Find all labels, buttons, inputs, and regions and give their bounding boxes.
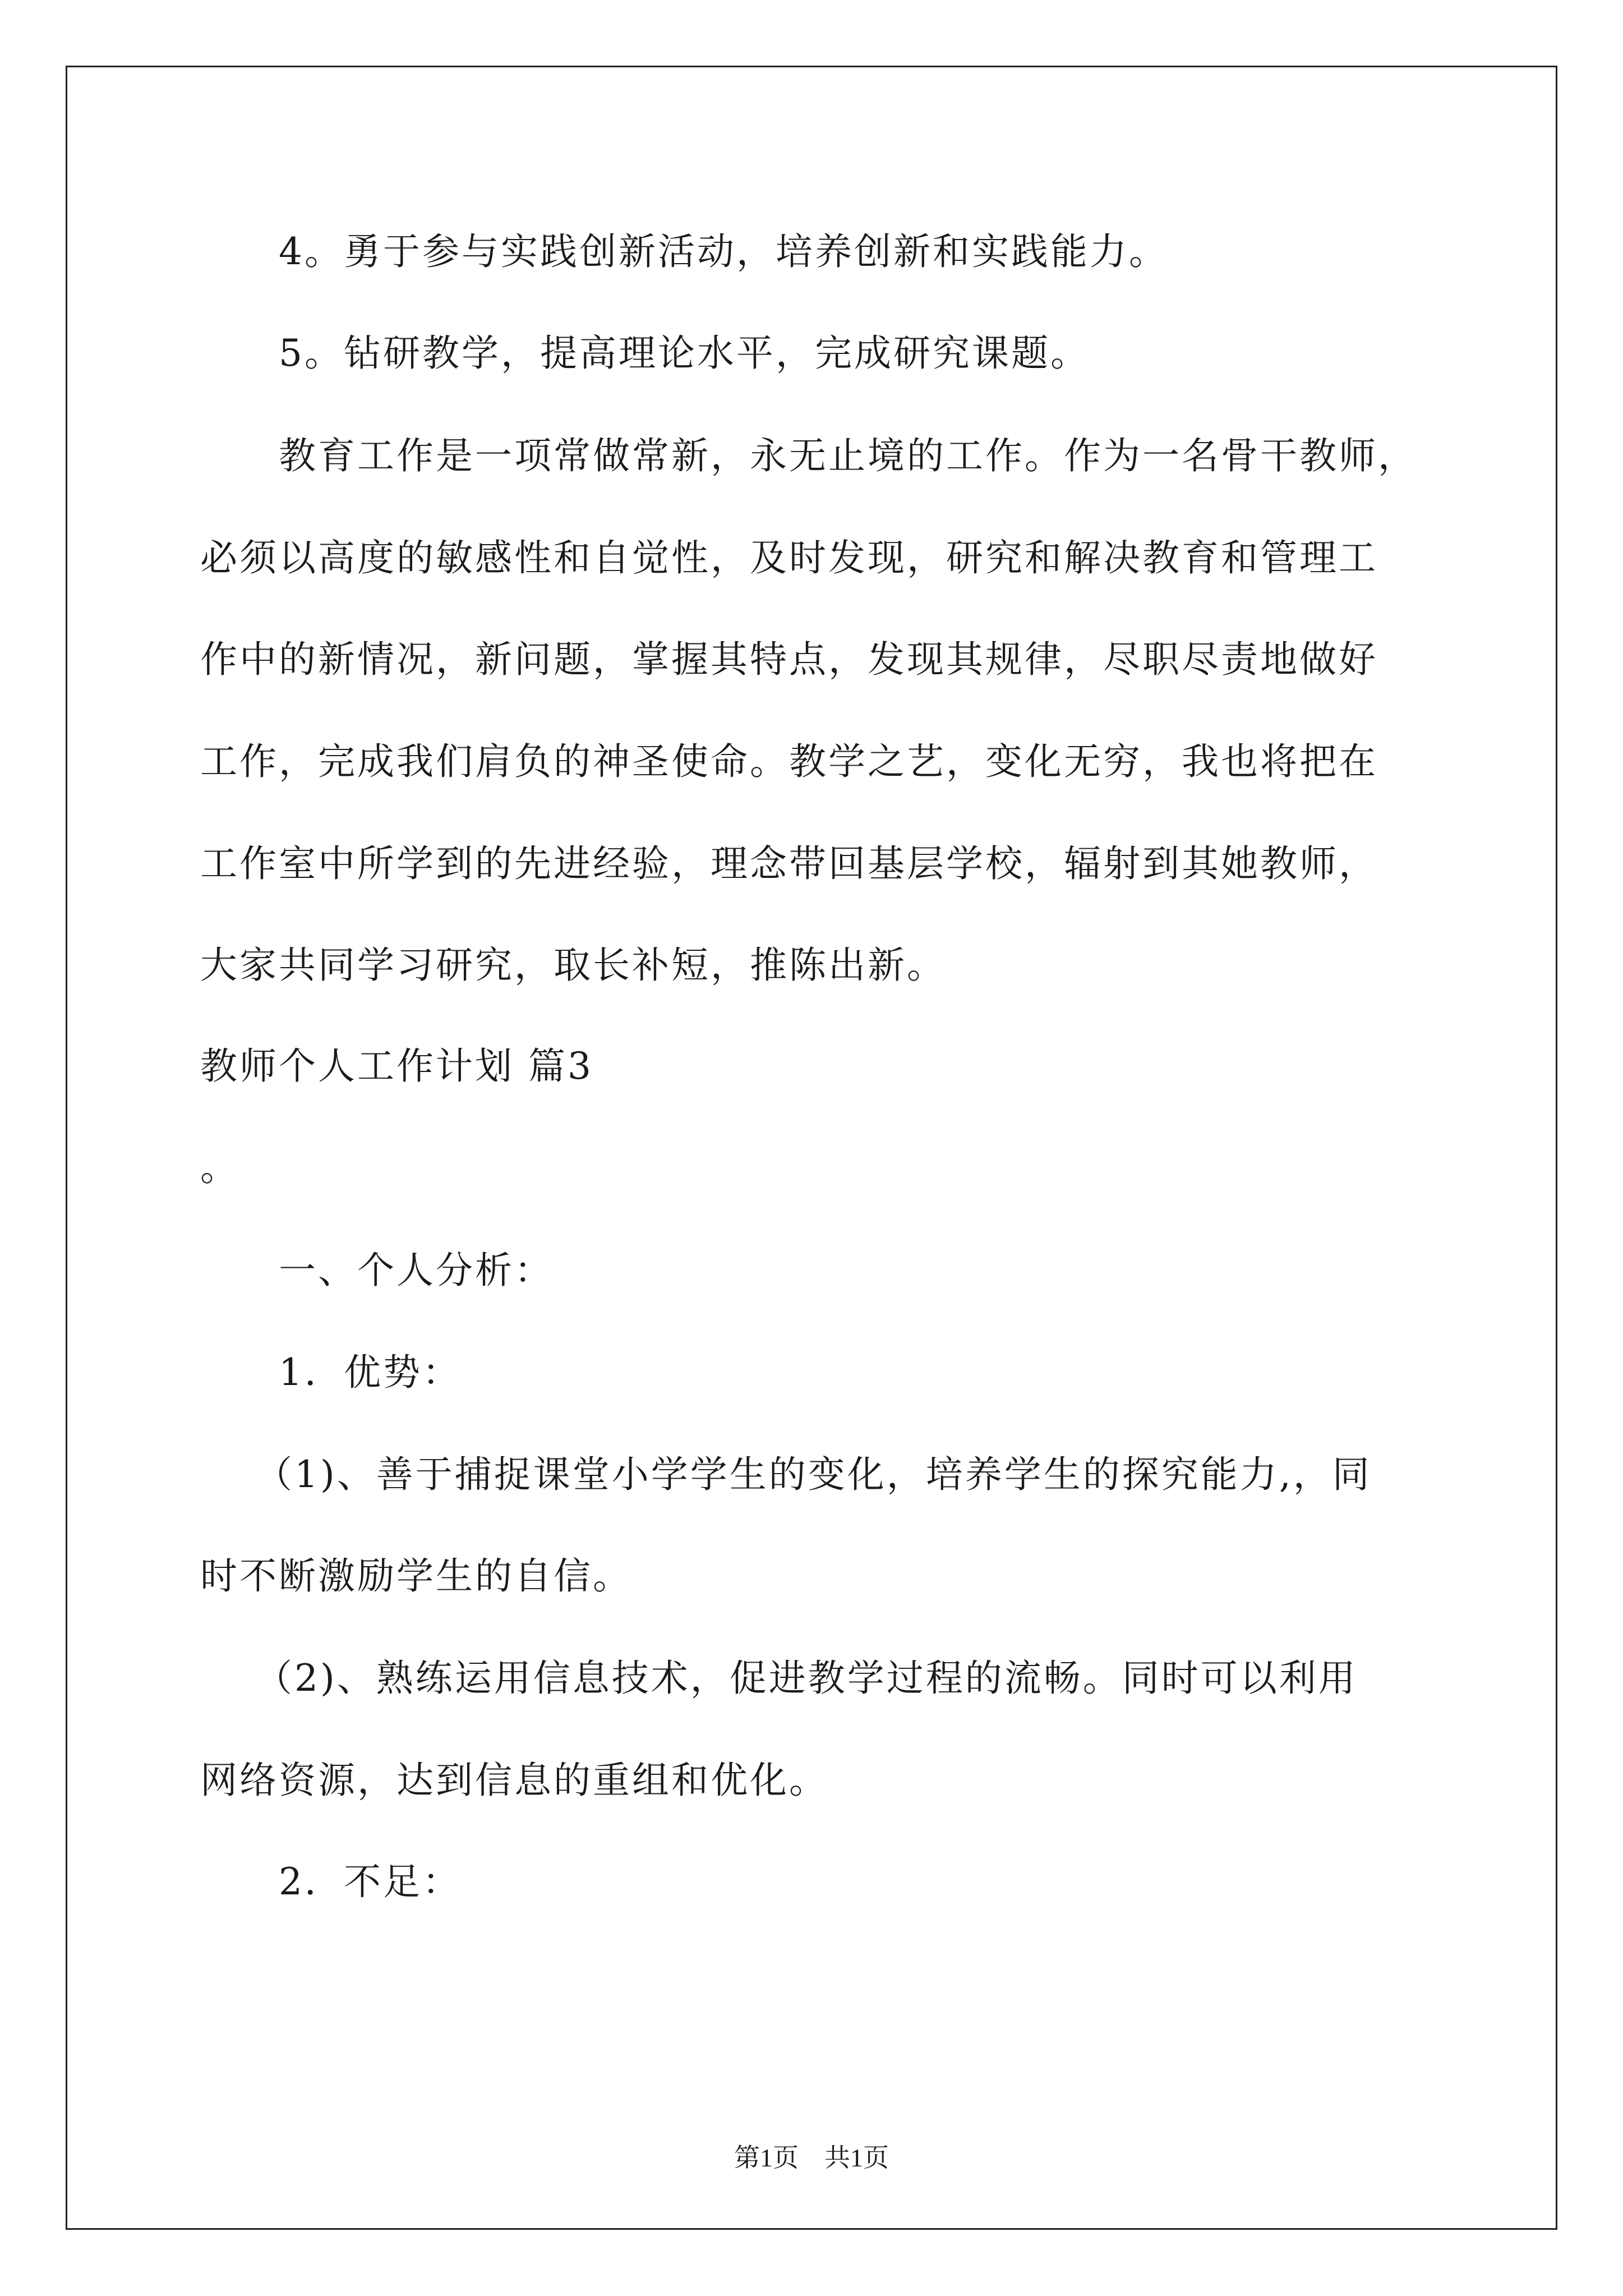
paragraph-line: 工作，完成我们肩负的神圣使命。教学之艺，变化无穷，我也将把在 xyxy=(200,740,1378,783)
strength-item-2: （2)、熟练运用信息技术，促进教学过程的流畅。同时可以利用 xyxy=(255,1657,1358,1700)
paragraph-line: 作中的新情况，新问题，掌握其特点，发现其规律，尽职尽责地做好 xyxy=(200,638,1378,681)
punctuation-line: 。 xyxy=(200,1146,239,1189)
paragraph-line: 网络资源，达到信息的重组和优化。 xyxy=(200,1759,828,1802)
list-item-4: 4。勇于参与实践创新活动，培养创新和实践能力。 xyxy=(279,230,1168,273)
subheading-weaknesses: 2．不足： xyxy=(279,1860,462,1903)
strength-item-1: （1)、善于捕捉课堂小学学生的变化，培养学生的探究能力,，同 xyxy=(255,1453,1372,1496)
page-footer: 第1页 共1页 xyxy=(734,2143,889,2172)
paragraph-line: 必须以高度的敏感性和自觉性，及时发现，研究和解决教育和管理工 xyxy=(200,536,1378,579)
section-heading: 教师个人工作计划 篇3 xyxy=(200,1045,593,1088)
paragraph-line: 大家共同学习研究，取长补短，推陈出新。 xyxy=(200,944,946,987)
list-item-5: 5。钻研教学，提高理论水平，完成研究课题。 xyxy=(279,332,1090,375)
subheading-strengths: 1．优势： xyxy=(279,1351,462,1394)
paragraph-line: 时不断激励学生的自信。 xyxy=(200,1554,632,1598)
paragraph-line: 教育工作是一项常做常新，永无止境的工作。作为一名骨干教师， xyxy=(279,434,1417,477)
subheading-personal-analysis: 一、个人分析： xyxy=(279,1249,554,1292)
paragraph-line: 工作室中所学到的先进经验，理念带回基层学校，辐射到其她教师， xyxy=(200,842,1378,885)
